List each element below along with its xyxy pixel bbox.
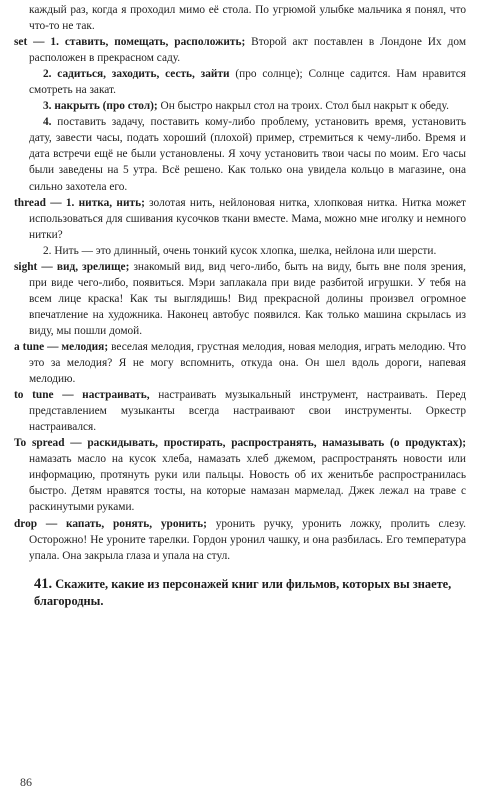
headword: sight — вид, зрелище; [14,260,130,273]
headword: To spread — раскидывать, простирать, распространять, намазывать (о продуктах); [14,437,466,450]
headword: set — 1. ставить, помещать, расположить; [14,36,246,49]
entry-text: веселая мелодия, грустная мелодия, новая мелодия, играть мелодию. Что это за мелодия? Я не могу вспомнить, откуда она. Он шел вдоль дороги, напевая мелодию. [29,340,467,386]
exercise-text: Скажите, какие из персонажей книг или фильмов, которых вы знаете, благородны. [34,576,452,608]
entry-text: Он быстро накрыл стол на троих. Стол был накрыт к обеду. [157,100,449,113]
entry-text: 2. Нить — это длинный, очень тонкий кусок хлопка, шелка, нейлона или шерсти. [43,244,437,257]
entry-text: Второй акт поставлен в Лондоне Их дом расположен в прекрасном саду. [29,36,466,65]
headword: a tune — мелодия; [14,340,109,353]
entry-to-tune [14,387,466,435]
entry-drop [14,516,466,564]
headword: thread — 1. нитка, нить; [14,196,145,209]
entry-text: поставить задачу, поставить кому-либо проблему, установить время, установить дату, завести часы, подать хороший (плохой) пример, стремиться к чему-либо. Время и дата встречи ещё не были установлены. Я хочу установить твои часы по моим. Его часы были заведены на 5 утра. Всё решено. Как только она увидела кольцо в магазине, она сильно захотела его. [29,116,466,193]
sense-label: 3. накрыть (про стол); [43,100,158,113]
entry-thread-sense-2 [14,243,466,259]
entry-set [14,34,466,66]
entry-sight [14,259,466,339]
entry-text: настраивать музыкальный инструмент, настраивать. Перед представлением музыканты всегда настраивают свои инструменты. Оркестр настраивался. [29,389,466,434]
headword: drop — капать, ронять, уронить; [14,517,207,530]
entry-set-sense-2 [14,66,466,98]
entry-text: намазать масло на кусок хлеба, намазать хлеб джемом, распространять новости или информацию, протянуть руки или пальцы. Новость об их женитьбе распространилась быстро. Детям нравятся тосты, на которые намазан мармелад. Джек лежал на траве с раскинутыми руками. [29,453,466,514]
headword: to tune — настраивать, [14,389,150,402]
page-number: 86 [20,775,32,789]
continuation-paragraph [14,2,466,34]
entry-set-sense-3 [14,98,466,114]
entry-text: золотая нить, нейлоновая нитка, хлопковая нитка. Нитка может использоваться для сшивания кусочков ткани вместе. Мама, можно мне иголку и немного нитки? [29,196,466,241]
exercise-41 [14,576,466,610]
continuation-text: каждый раз, когда я проходил мимо её стола. По угрюмой улыбке мальчика я понял, что что-то не так. [29,4,466,33]
entry-text: знакомый вид, вид чего-либо, быть на виду, быть вне поля зрения, при виде чего-либо, появиться. Мэри заплакала при виде разбитой игрушки. У тебя на всем лице краска! Как ты выглядишь! Вид прекрасной долины произвел огромное впечатление на художника. Наконец автобус появился. Как только машина скрылась из виду, мы пошли домой. [29,260,466,337]
sense-label: 2. садиться, заходить, сесть, зайти [43,68,230,81]
entry-a-tune [14,339,466,387]
entry-to-spread [14,435,466,515]
entry-text: (про солнце); Солнце садится. Нам нравится смотреть на закат. [29,68,466,97]
entry-text: уронить ручку, уронить ложку, пролить слезу. Осторожно! Не уроните тарелки. Гордон уронил чашку, и она разбилась. Его температура упала. Она закрыла глаза и упала на стул. [29,517,466,562]
sense-label: 4. [43,116,52,129]
entry-thread [14,195,466,243]
entry-set-sense-4 [14,114,466,194]
exercise-number: 41. [34,575,53,592]
